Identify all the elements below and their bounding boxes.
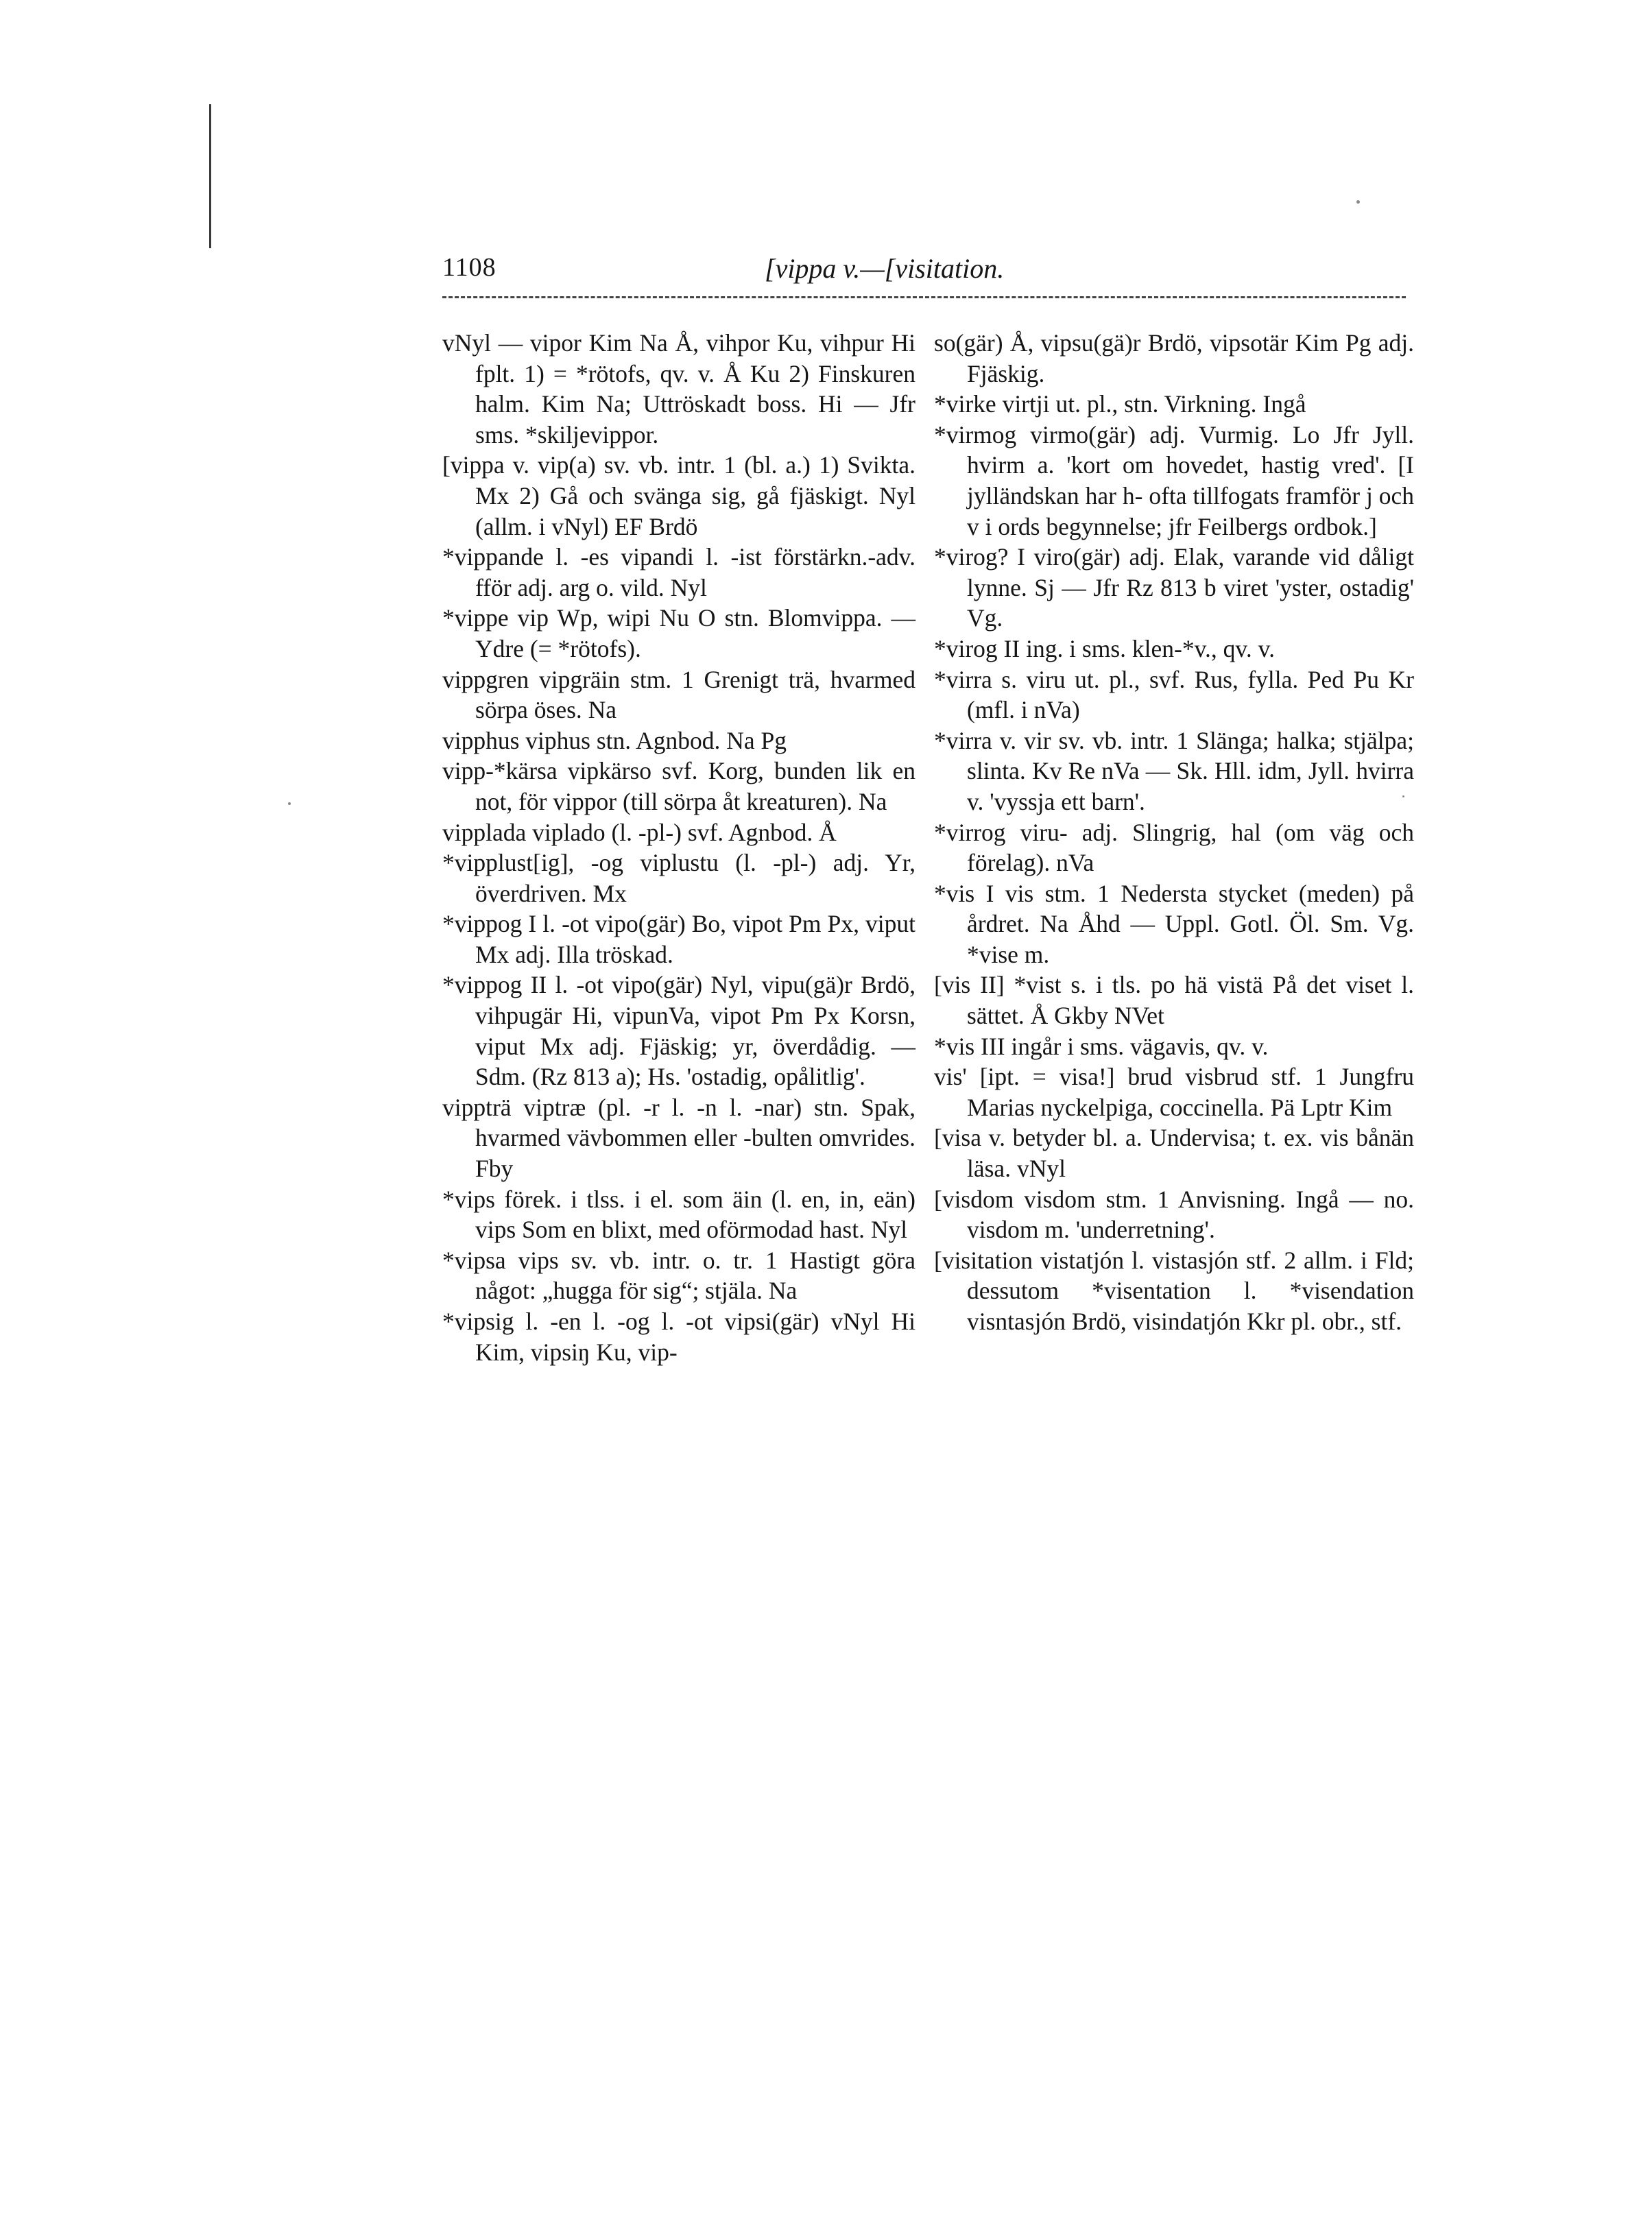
dictionary-entry: *vippog II l. -ot vipo(gär) Nyl, vipu(gä)r Brdö, vihpugär Hi, vipunVa, vipot Pm Px Korsn, viput Mx adj. Fjäskig; yr, överdådig. — Sdm. (Rz 813 a); Hs. 'ostadig, opålitlig'. bbox=[442, 971, 915, 1091]
page-header bbox=[442, 252, 1409, 295]
dictionary-entry: *vipsa vips sv. vb. intr. o. tr. 1 Hastigt göra något: „hugga för sig“; stjäla. Na bbox=[442, 1246, 915, 1305]
dictionary-entry: vNyl — vipor Kim Na Å, vihpor Ku, vihpur Hi fplt. 1) = *rötofs, qv. v. Å Ku 2) Finskuren halm. Kim Na; Uttröskadt boss. Hi — Jfr sms. *skiljevippor. bbox=[442, 329, 915, 448]
dictionary-entry: [vippa v. vip(a) sv. vb. intr. 1 (bl. a.) 1) Svikta. Mx 2) Gå och svänga sig, gå fjäskigt. Nyl (allm. i vNyl) EF Brdö bbox=[442, 451, 915, 540]
dictionary-entry: [visa v. betyder bl. a. Undervisa; t. ex. vis bånän läsa. vNyl bbox=[934, 1124, 1414, 1183]
dictionary-entry: *vis I vis stm. 1 Nedersta stycket (meden) på årdret. Na Åhd — Uppl. Gotl. Öl. Sm. Vg. *vise m. bbox=[934, 879, 1414, 968]
dictionary-entry: *vippande l. -es vipandi l. -ist förstärkn.-adv. fför adj. arg o. vild. Nyl bbox=[442, 543, 915, 601]
dictionary-entry: *vis III ingår i sms. vägavis, qv. v. bbox=[934, 1032, 1269, 1060]
dictionary-entry: *vippe vip Wp, wipi Nu O stn. Blomvippa. — Ydre (= *rötofs). bbox=[442, 604, 915, 662]
dictionary-entry: vipplada viplado (l. -pl-) svf. Agnbod. Å bbox=[442, 818, 837, 846]
dictionary-entry: *vippog I l. -ot vipo(gär) Bo, vipot Pm Px, viput Mx adj. Illa tröskad. bbox=[442, 910, 915, 968]
dictionary-entry: [visitation vistatjón l. vistasjón stf. 2 allm. i Fld; dessutom *visentation l. *visendation visntasjón Brdö, visindatjón Kkr pl. obr., stf. bbox=[934, 1246, 1414, 1335]
scan-speck bbox=[288, 802, 291, 805]
dictionary-entry: vis' [ipt. = visa!] brud visbrud stf. 1 Jungfru Marias nyckelpiga, coccinella. Pä Lptr Kim bbox=[934, 1063, 1414, 1121]
header-rule bbox=[442, 296, 1406, 298]
dictionary-entry: *virra v. vir sv. vb. intr. 1 Slänga; halka; stjälpa; slinta. Kv Re nVa — Sk. Hll. idm, Jyll. hvirra v. 'vyssja ett barn'. bbox=[934, 726, 1414, 815]
right-column bbox=[934, 328, 1414, 1337]
left-column bbox=[442, 328, 915, 1367]
dictionary-entry: vippträ viptræ (pl. -r l. -n l. -nar) stn. Spak, hvarmed vävbommen eller -bulten omvrides. Fby bbox=[442, 1093, 915, 1183]
dictionary-entry: *virmog virmo(gär) adj. Vurmig. Lo Jfr Jyll. hvirm a. 'kort om hovedet, hastig vred'. [I jylländskan har h- ofta tillfogats framför j och v i ords begynnelse; jfr Feilbergs ordbok.] bbox=[934, 420, 1414, 540]
dictionary-entry: vippgren vipgräin stm. 1 Grenigt trä, hvarmed sörpa öses. Na bbox=[442, 665, 915, 724]
scan-margin-line bbox=[209, 104, 211, 248]
dictionary-entry: [vis II] *vist s. i tls. po hä vistä På det viset l. sättet. Å Gkby NVet bbox=[934, 971, 1414, 1030]
dictionary-entry: *virog II ing. i sms. klen-*v., qv. v. bbox=[934, 634, 1275, 662]
page-number: 1108 bbox=[442, 253, 496, 282]
scan-speck bbox=[1356, 200, 1360, 204]
dictionary-entry: *virrog viru- adj. Slingrig, hal (om väg och förelag). nVa bbox=[934, 818, 1414, 877]
dictionary-entry: *virog? I viro(gär) adj. Elak, varande vid dåligt lynne. Sj — Jfr Rz 813 b viret 'yster, ostadig' Vg. bbox=[934, 543, 1414, 632]
dictionary-entry: vipphus viphus stn. Agnbod. Na Pg bbox=[442, 726, 787, 754]
dictionary-entry: vipp-*kärsa vipkärso svf. Korg, bunden lik en not, för vippor (till sörpa åt kreaturen). Na bbox=[442, 757, 915, 815]
dictionary-entry: *vipsig l. -en l. -og l. -ot vipsi(gär) vNyl Hi Kim, vipsiŋ Ku, vip- bbox=[442, 1308, 915, 1366]
dictionary-entry: so(gär) Å, vipsu(gä)r Brdö, vipsotär Kim Pg adj. Fjäskig. bbox=[934, 329, 1414, 387]
dictionary-entry: *virke virtji ut. pl., stn. Virkning. Ingå bbox=[934, 390, 1306, 418]
dictionary-entry: [visdom visdom stm. 1 Anvisning. Ingå — no. visdom m. 'underretning'. bbox=[934, 1185, 1414, 1244]
dictionary-entry: *vipplust[ig], -og viplustu (l. -pl-) adj. Yr, överdriven. Mx bbox=[442, 849, 915, 907]
running-head: [vippa v.—[visitation. bbox=[765, 253, 1005, 284]
dictionary-entry: *virra s. viru ut. pl., svf. Rus, fylla. Ped Pu Kr (mfl. i nVa) bbox=[934, 665, 1414, 724]
dictionary-entry: *vips förek. i tlss. i el. som äin (l. en, in, eän) vips Som en blixt, med oförmodad hast. Nyl bbox=[442, 1185, 915, 1244]
